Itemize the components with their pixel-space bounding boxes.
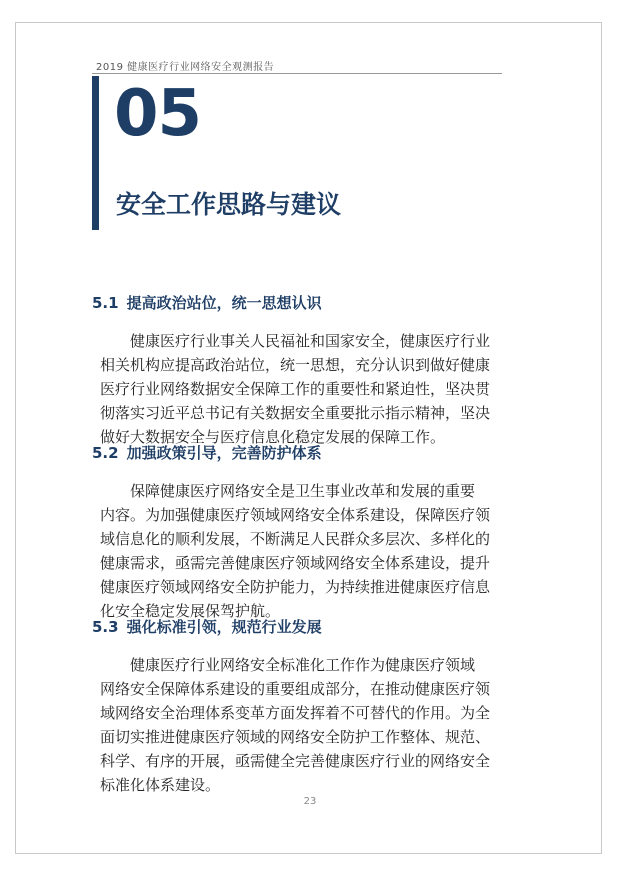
- paragraph-line: 相关机构应提高政治站位，统一思想，充分认识到做好健康: [100, 356, 491, 374]
- page-number: 23: [303, 796, 317, 807]
- section-number: 5.3: [92, 618, 119, 636]
- header-divider: [92, 73, 502, 74]
- section-title: 加强政策引导，完善防护体系: [126, 444, 322, 462]
- paragraph-line: 医疗行业网络数据安全保障工作的重要性和紧迫性，坚决贯: [100, 380, 491, 398]
- paragraph-line: 健康医疗行业事关人民福祉和国家安全，健康医疗行业: [130, 332, 491, 350]
- paragraph-line: 面切实推进健康医疗领域的网络安全防护工作整体、规范、: [100, 728, 491, 746]
- paragraph-line: 内容。为加强健康医疗领域网络安全体系建设，保障医疗领: [100, 506, 491, 524]
- paragraph-line: 彻落实习近平总书记有关数据安全重要批示指示精神，坚决: [100, 404, 491, 422]
- section-paragraph-5-3: [100, 653, 532, 797]
- section-heading-5-2: [92, 444, 322, 462]
- running-header: 2019 健康医疗行业网络安全观测报告: [96, 62, 275, 73]
- paragraph-line: 域信息化的顺利发展，不断满足人民群众多层次、多样化的: [100, 530, 491, 548]
- paragraph-line: 化安全稳定发展保驾护航。: [100, 602, 281, 620]
- paragraph-line: 做好大数据安全与医疗信息化稳定发展的保障工作。: [100, 428, 446, 446]
- chapter-accent-bar: [92, 76, 99, 230]
- paragraph-line: 保障健康医疗网络安全是卫生事业改革和发展的重要: [130, 482, 476, 500]
- paragraph-line: 健康需求，亟需完善健康医疗领域网络安全体系建设，提升: [100, 554, 491, 572]
- paragraph-line: 网络安全保障体系建设的重要组成部分，在推动健康医疗领: [100, 680, 491, 698]
- paragraph-line: 健康医疗行业网络安全标准化工作作为健康医疗领域: [130, 656, 476, 674]
- paragraph-line: 健康医疗领域网络安全防护能力，为持续推进健康医疗信息: [100, 578, 491, 596]
- section-title: 强化标准引领，规范行业发展: [126, 618, 322, 636]
- paragraph-line: 标准化体系建设。: [100, 776, 221, 794]
- section-heading-5-3: [92, 618, 322, 636]
- section-paragraph-5-2: [100, 479, 532, 623]
- section-heading-5-1: [92, 294, 322, 312]
- chapter-title: 安全工作思路与建议: [116, 190, 342, 219]
- section-title: 提高政治站位，统一思想认识: [126, 294, 322, 312]
- paragraph-line: 域网络安全治理体系变革方面发挥着不可替代的作用。为全: [100, 704, 491, 722]
- chapter-number: 05: [114, 77, 202, 151]
- section-number: 5.2: [92, 444, 119, 462]
- section-number: 5.1: [92, 294, 119, 312]
- paragraph-line: 科学、有序的开展，亟需健全完善健康医疗行业的网络安全: [100, 752, 491, 770]
- section-paragraph-5-1: [100, 329, 532, 449]
